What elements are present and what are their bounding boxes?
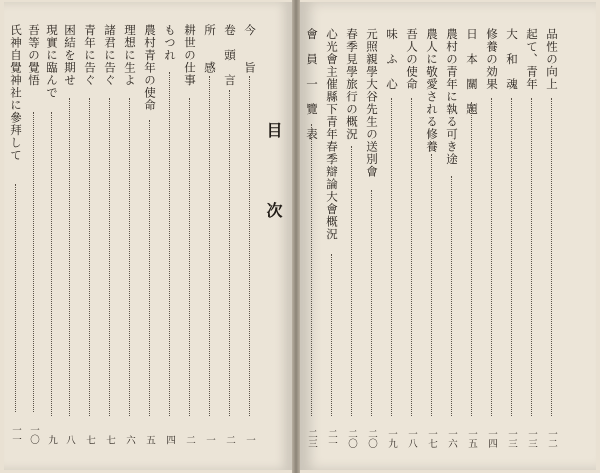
dot-leader [209,76,210,416]
toc-entry [344,28,360,448]
dot-leader [351,146,352,416]
dot-leader [33,112,34,412]
toc-entry-label: 心光會主催縣下青年春季辯論大會概況 [325,28,339,241]
toc-entry [364,28,380,448]
toc-entry-page: 六 [124,434,135,444]
toc-entry-label: 大 和 魂 [505,28,519,91]
dot-leader [491,98,492,416]
toc-entry-page: 八 [64,434,75,444]
toc-entry-label: 元照親學大谷先生の送別會 [365,28,379,178]
toc-entry-label: 農村青年の使命 [143,24,157,112]
toc-entry-page: 一〇 [28,425,39,444]
toc-entry-label: 諸君に告ぐ [103,24,117,87]
toc-entry-page: 九 [46,434,57,444]
toc-entry-label: 農村の青年に執る可き途 [445,28,459,166]
toc-entry [122,24,138,444]
toc-entry [202,24,218,444]
toc-entry-label: 今 旨 [243,24,257,74]
toc-entry-label: 日 本 關 題 [465,28,479,116]
dot-leader [431,154,432,416]
toc-entry-label: 氏神自覺神社に參拜して [9,24,23,162]
dot-leader [89,98,90,416]
dot-leader [511,98,512,416]
dot-leader [471,102,472,416]
dot-leader [149,120,150,416]
dot-leader [371,190,372,416]
dot-leader [331,254,332,416]
left-page [4,2,292,470]
dot-leader [411,98,412,416]
toc-entry [82,24,98,444]
toc-entry-label: 青年に告ぐ [83,24,97,87]
toc-entry [484,28,500,448]
toc-entry [222,24,238,444]
toc-entry-page: 一五 [466,429,477,448]
toc-entry [324,28,340,448]
toc-entry-page: 一三 [506,429,517,448]
toc-entry-label: 理想に生よ [123,24,137,87]
dot-leader [311,124,312,416]
toc-entry [62,24,78,444]
toc-entry [44,24,60,444]
toc-entry-label: 修養の効果 [485,28,499,91]
toc-entry [504,28,520,448]
toc-entry [464,28,480,448]
toc-entry-label: もつれ [163,24,177,62]
toc-entry-page: 一四 [486,429,497,448]
toc-entry-label: 所 感 [203,24,217,74]
toc-entry [544,28,560,448]
toc-entry [424,28,440,448]
toc-entry-label: 會 員 一 覽 表 [305,28,319,141]
toc-entry-label: 吾等の覺悟 [27,24,41,87]
toc-entry-page: 二 [184,434,195,444]
toc-entry [102,24,118,444]
toc-entry-label: 味 ふ 心 [385,28,399,91]
toc-entry [242,24,258,444]
dot-leader [391,98,392,416]
dot-leader [109,98,110,416]
dot-leader [531,98,532,416]
toc-entry-page: 一 [244,434,255,444]
toc-entry-page: 一一 [10,425,21,444]
book-gutter [292,0,300,473]
toc-entry [404,28,420,448]
toc-entry-page: 五 [144,434,155,444]
toc-entry-label: 品性の向上 [545,28,559,91]
toc-entry-label: 春季見學旅行の概況 [345,28,359,141]
dot-leader [169,72,170,416]
toc-entry-page: 七 [104,434,115,444]
toc-entry-page: 二三 [306,429,317,448]
toc-entry [162,24,178,444]
toc-entry [26,24,42,444]
toc-entry [304,28,320,448]
toc-entry-label: 困結を期せ [63,24,77,87]
toc-entry-label: 起て、青年 [525,28,539,91]
toc-entry-page: 二一 [326,429,337,448]
toc-entry-label: 吾人の使命 [405,28,419,91]
toc-entry-label: 卷 頭 言 [223,24,237,87]
toc-entry-label: 農人に敬愛される修養 [425,28,439,153]
dot-leader [249,76,250,416]
toc-entry-page: 一六 [446,429,457,448]
toc-entry [182,24,198,444]
toc-entry [142,24,158,444]
dot-leader [229,90,230,416]
toc-entry-page: 一 [204,434,215,444]
toc-entry-label: 耕世の仕事 [183,24,197,87]
dot-leader [129,98,130,416]
toc-entry-page: 一八 [406,429,417,448]
toc-entry-page: 七 [84,434,95,444]
dot-leader [551,98,552,416]
toc-entry-page: 二〇 [346,429,357,448]
dot-leader [451,176,452,416]
toc-entry [444,28,460,448]
dot-leader [51,112,52,416]
toc-entry-page: 一九 [386,429,397,448]
dot-leader [15,184,16,412]
toc-entry-page: 二 [224,434,235,444]
toc-title: 目 次 [264,122,283,242]
toc-entry-page: 一二 [546,429,557,448]
toc-entry-page: 一七 [426,429,437,448]
toc-entry-label: 現實に臨んで [45,24,59,99]
toc-entry [8,24,24,444]
dot-leader [189,98,190,416]
toc-entry-page: 二〇 [366,429,377,448]
toc-entry [384,28,400,448]
dot-leader [69,98,70,416]
right-page [300,2,596,470]
toc-entry-page: 一三 [526,429,537,448]
toc-entry-page: 四 [164,434,175,444]
toc-entry [524,28,540,448]
